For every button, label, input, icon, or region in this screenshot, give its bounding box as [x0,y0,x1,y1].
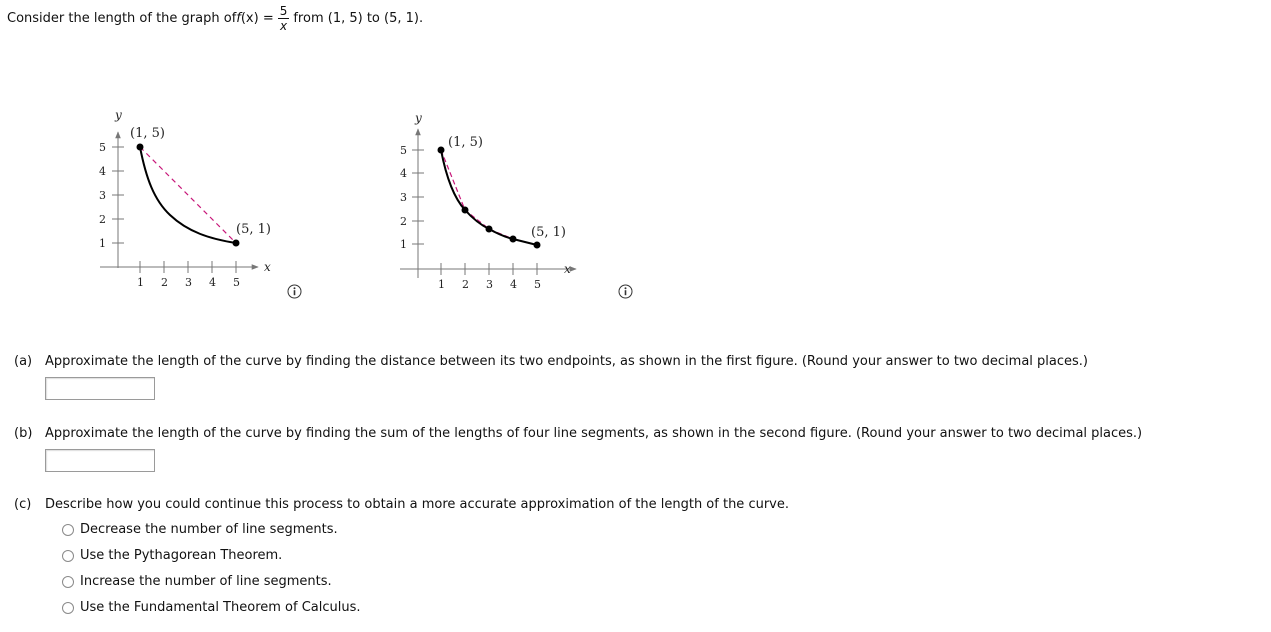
y-tick-label: 4 [99,165,106,178]
part-b-label: (b) [14,426,33,441]
x-tick-label: 4 [510,278,517,291]
fraction-numerator: 5 [279,3,288,18]
fraction-denominator: x [279,18,288,33]
part-c-label: (c) [14,497,32,512]
y-tick-label: 3 [400,191,407,204]
option-label: Increase the number of line segments. [80,574,332,589]
option-label: Use the Pythagorean Theorem. [80,548,283,563]
figure-endpoint-distance [80,100,300,304]
option-increase-segments[interactable] [62,574,332,589]
x-axis-label: x [564,262,571,276]
y-tick-label: 1 [400,238,407,251]
x-tick-label: 1 [438,278,445,291]
info-icon[interactable] [618,284,633,299]
radio-button[interactable] [62,550,74,562]
y-axis-label: y [415,111,422,125]
part-b-text: Approximate the length of the curve by finding the sum of the lengths of four line segments, as shown in the second figure. (Round your answer to two decimal places.) [45,426,1143,441]
intro-prefix: Consider the length of the graph of [7,10,237,26]
part-a-label: (a) [14,354,33,369]
start-point-label: (1, 5) [130,126,165,141]
y-tick-label: 5 [400,144,407,157]
y-tick-label: 2 [99,213,106,226]
x-axis-label: x [264,260,271,274]
y-tick-label: 3 [99,189,106,202]
x-tick-label: 3 [185,276,192,289]
option-pythagorean[interactable] [62,548,282,563]
figure-four-segments [380,110,600,309]
part-c-text: Describe how you could continue this process to obtain a more accurate approximation of the length of the curve. [45,497,789,512]
segment-point [462,207,469,214]
radio-button[interactable] [62,524,74,536]
function-arg: (x) = [240,10,274,26]
end-point [534,242,541,249]
segment-point [510,236,517,243]
option-fundamental-theorem[interactable] [62,600,361,615]
x-tick-label: 5 [534,278,541,291]
x-tick-label: 2 [161,276,168,289]
problem-statement [7,3,423,33]
start-point-label: (1, 5) [448,135,483,150]
segment-point [486,226,493,233]
function-name: f [236,10,241,26]
start-point [438,147,445,154]
option-decrease-segments[interactable] [62,522,338,537]
info-icon[interactable] [287,284,302,299]
start-point [137,144,144,151]
part-c [14,497,789,512]
part-b [14,426,1142,441]
end-point-label: (5, 1) [531,225,566,240]
radio-button[interactable] [62,576,74,588]
intro-suffix: from (1, 5) to (5, 1). [293,10,424,26]
function-fraction [278,5,290,32]
part-b-answer-input[interactable] [45,449,155,472]
y-axis-label: y [115,108,122,122]
part-a-answer-input[interactable] [45,377,155,400]
radio-button[interactable] [62,602,74,614]
x-tick-label: 1 [137,276,144,289]
x-tick-label: 4 [209,276,216,289]
part-a [14,354,1088,369]
x-tick-label: 3 [486,278,493,291]
end-point-label: (5, 1) [236,222,271,237]
y-tick-label: 4 [400,167,407,180]
x-tick-label: 2 [462,278,469,291]
option-label: Decrease the number of line segments. [80,522,338,537]
option-label: Use the Fundamental Theorem of Calculus. [80,600,361,615]
end-point [233,240,240,247]
y-tick-label: 1 [99,237,106,250]
y-tick-label: 2 [400,215,407,228]
x-tick-label: 5 [233,276,240,289]
part-a-text: Approximate the length of the curve by finding the distance between its two endpoints, as shown in the first figure. (Round your answer to two decimal places.) [45,354,1088,369]
y-tick-label: 5 [99,141,106,154]
